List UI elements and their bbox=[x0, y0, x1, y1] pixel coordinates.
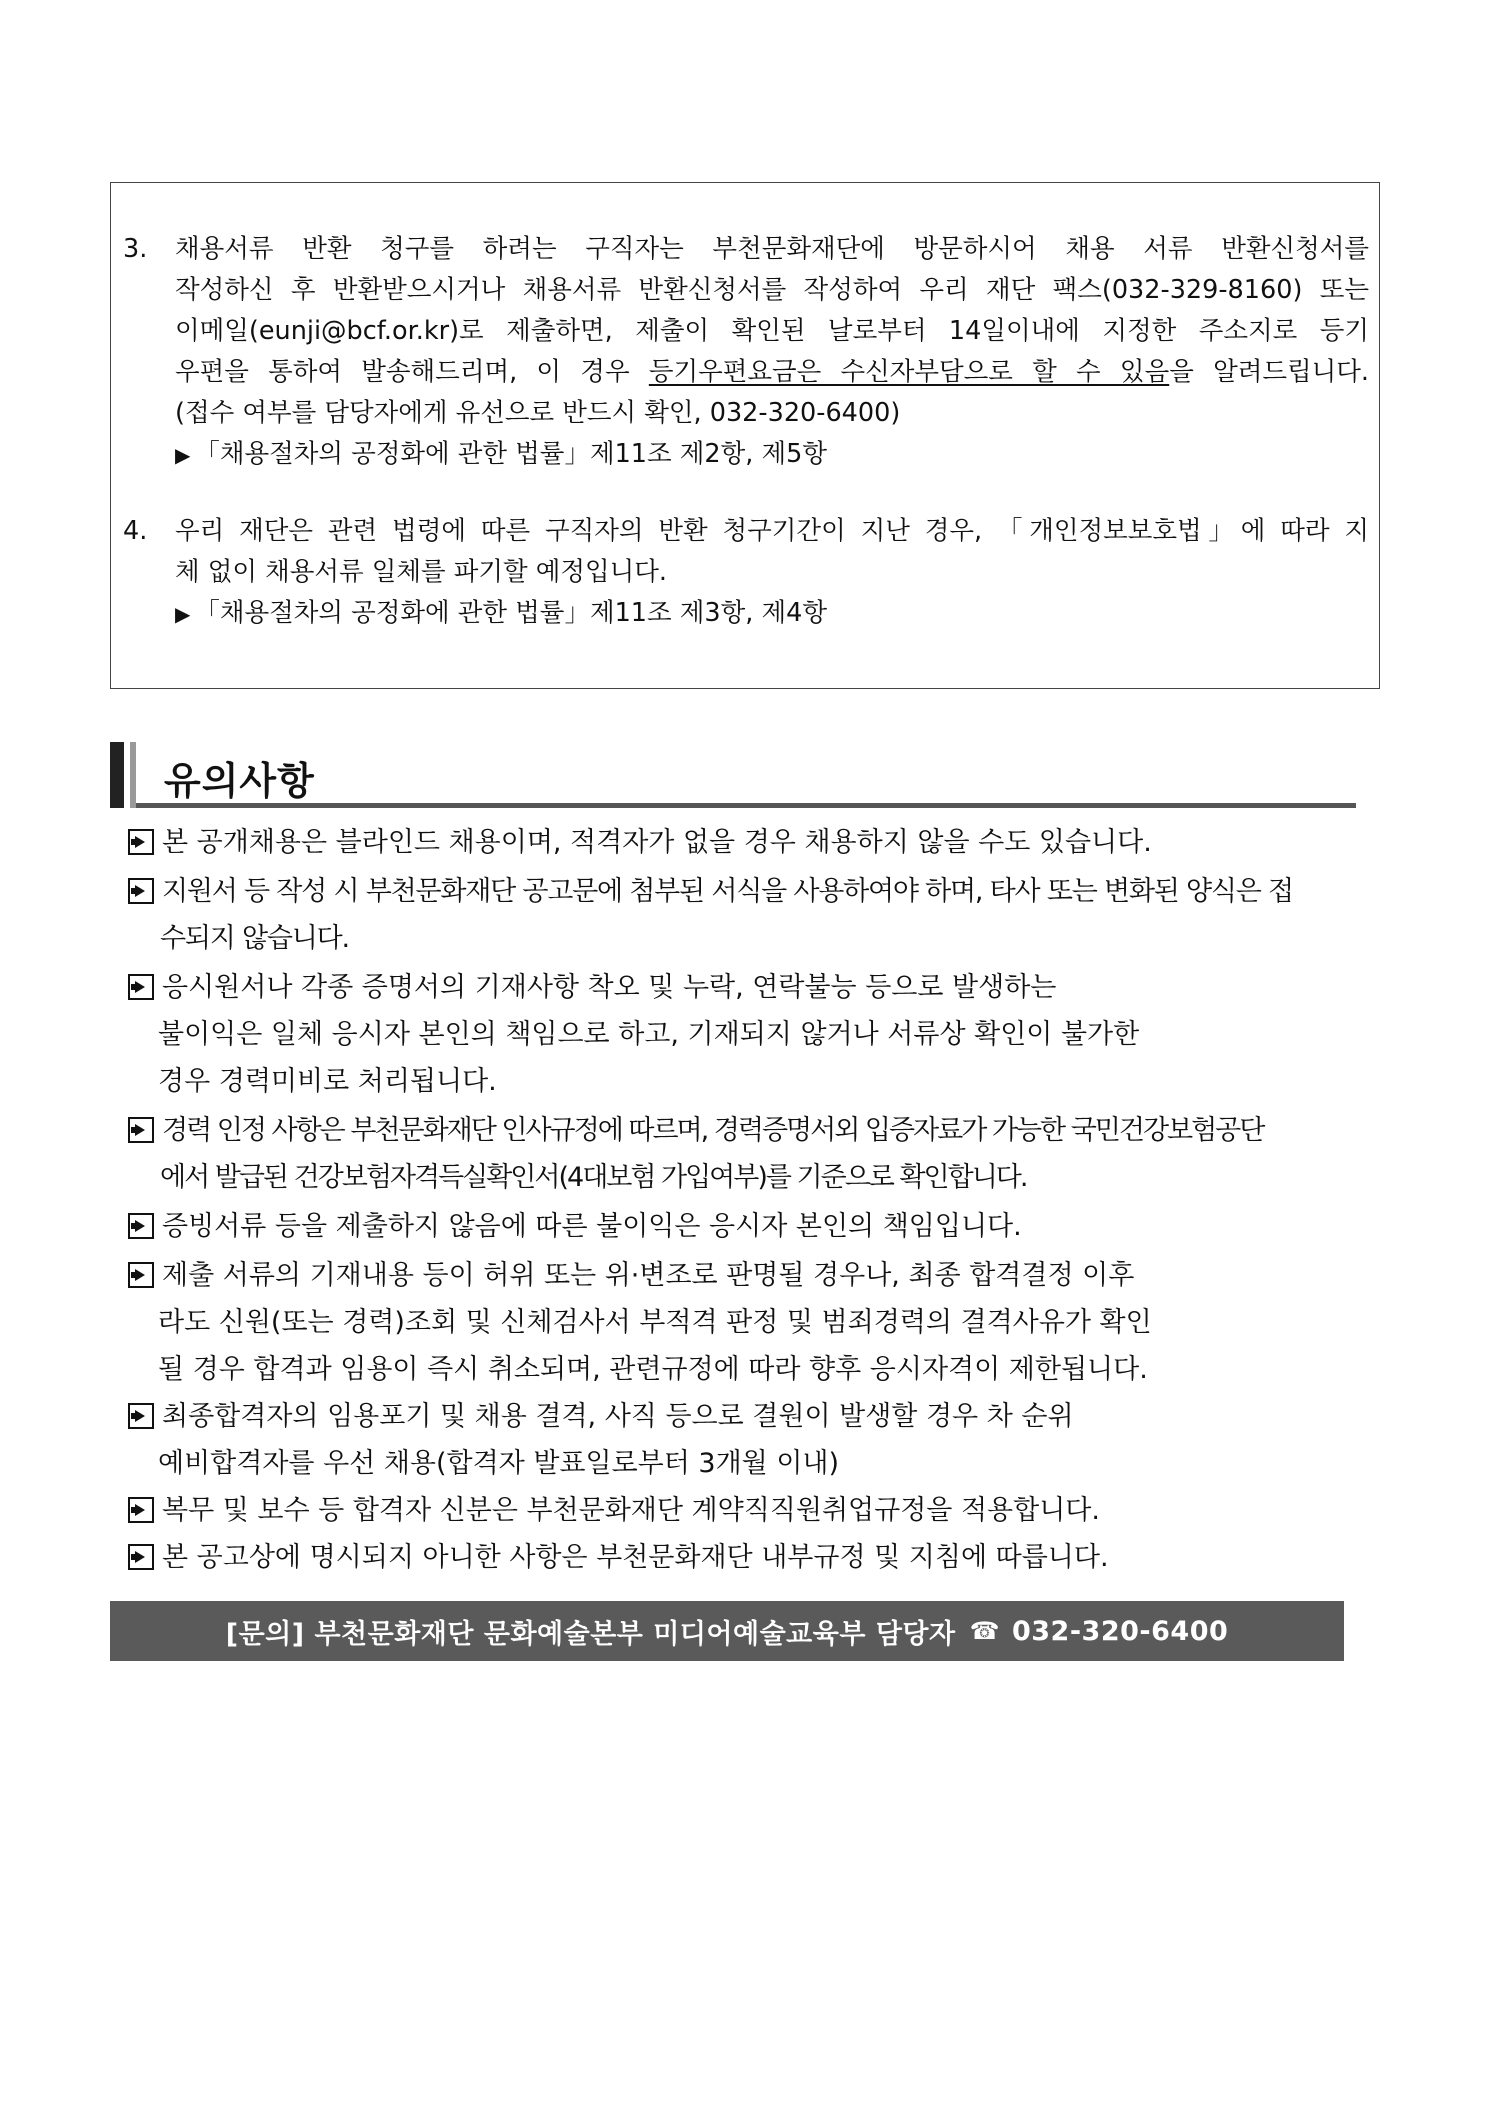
notice-text: 복무 및 보수 등 합격자 신분은 부천문화재단 계약직직원취업규정을 적용합니다. bbox=[162, 1495, 1100, 1526]
notice-entry bbox=[128, 1534, 1388, 1581]
notice-item-3 bbox=[123, 229, 1369, 476]
notice-line: 에서 발급된 건강보험자격득실확인서(4대보험 가입여부)를 기준으로 확인합니다. bbox=[160, 1162, 1027, 1193]
item-number: 4. bbox=[123, 516, 148, 546]
retention-notice-box bbox=[110, 182, 1380, 689]
notice-line bbox=[128, 1252, 1388, 1299]
section-title: 유의사항 bbox=[164, 759, 315, 803]
notice-text: 본 공개채용은 블라인드 채용이며, 적격자가 없을 경우 채용하지 않을 수도 있습니다. bbox=[162, 827, 1152, 858]
notice-item-4 bbox=[123, 511, 1369, 635]
contact-bar bbox=[110, 1601, 1344, 1661]
notice-entry bbox=[128, 1107, 1388, 1201]
notice-line: 불이익은 일체 응시자 본인의 책임으로 하고, 기재되지 않거나 서류상 확인이 불가한 bbox=[158, 1019, 1140, 1050]
notice-entry bbox=[128, 1203, 1388, 1250]
notice-entry bbox=[128, 964, 1388, 1105]
notice-line bbox=[128, 1203, 1388, 1250]
underlined-text: 등기우편요금은 수신자부담으로 할 수 있음 bbox=[648, 357, 1170, 387]
notice-entry bbox=[128, 1393, 1388, 1487]
triangle-bullet-icon: ▶ bbox=[175, 602, 191, 626]
notice-text: 제출 서류의 기재내용 등이 허위 또는 위·변조로 판명될 경우나, 최종 합격결정 이후 bbox=[162, 1260, 1135, 1291]
notice-line bbox=[128, 1393, 1388, 1440]
law-text: 「채용절차의 공정화에 관한 법률」제11조 제2항, 제5항 bbox=[194, 439, 827, 469]
notice-entry bbox=[128, 819, 1388, 866]
arrow-box-icon bbox=[128, 1117, 154, 1143]
notice-line bbox=[128, 1487, 1388, 1534]
triangle-bullet-icon: ▶ bbox=[175, 443, 191, 467]
notice-line bbox=[128, 1534, 1388, 1581]
arrow-box-icon bbox=[128, 829, 154, 855]
notice-line bbox=[128, 868, 1388, 915]
arrow-box-icon bbox=[128, 1262, 154, 1288]
notice-text: 응시원서나 각종 증명서의 기재사항 착오 및 누락, 연락불능 등으로 발생하는 bbox=[162, 972, 1057, 1003]
notice-text: 본 공고상에 명시되지 아니한 사항은 부천문화재단 내부규정 및 지침에 따릅니다. bbox=[162, 1542, 1109, 1573]
arrow-box-icon bbox=[128, 974, 154, 1000]
notice-entry bbox=[128, 868, 1388, 962]
text-line bbox=[175, 352, 1369, 393]
notice-text: 최종합격자의 임용포기 및 채용 결격, 사직 등으로 결원이 발생할 경우 차 순위 bbox=[162, 1401, 1074, 1432]
text-segment: 을 알려드립니다. bbox=[1169, 357, 1369, 387]
notice-line: 수되지 않습니다. bbox=[160, 923, 349, 954]
arrow-box-icon bbox=[128, 1213, 154, 1239]
arrow-box-icon bbox=[128, 1544, 154, 1570]
text-segment: 우편을 통하여 발송해드리며, 이 경우 bbox=[175, 357, 649, 387]
law-reference bbox=[175, 434, 1369, 476]
arrow-box-icon bbox=[128, 1497, 154, 1523]
text-line: 작성하신 후 반환받으시거나 채용서류 반환신청서를 작성하여 우리 재단 팩스(032-329-8160) 또는 bbox=[175, 275, 1369, 305]
notice-entry bbox=[128, 1252, 1388, 1393]
law-reference bbox=[175, 593, 1369, 635]
notice-line: 라도 신원(또는 경력)조회 및 신체검사서 부적격 판정 및 범죄경력의 결격사유가 확인 bbox=[158, 1307, 1152, 1338]
notice-text: 증빙서류 등을 제출하지 않음에 따른 불이익은 응시자 본인의 책임입니다. bbox=[162, 1211, 1022, 1242]
arrow-box-icon bbox=[128, 878, 154, 904]
notice-text: 경력 인정 사항은 부천문화재단 인사규정에 따르며, 경력증명서외 입증자료가 가능한 국민건강보험공단 bbox=[162, 1115, 1264, 1146]
law-text: 「채용절차의 공정화에 관한 법률」제11조 제3항, 제4항 bbox=[194, 598, 827, 628]
notice-line: 예비합격자를 우선 채용(합격자 발표일로부터 3개월 이내) bbox=[158, 1448, 840, 1479]
notice-entry bbox=[128, 1487, 1388, 1534]
notice-line: 될 경우 합격과 임용이 즉시 취소되며, 관련규정에 따라 향후 응시자격이 제한됩니다. bbox=[158, 1354, 1148, 1385]
item-number: 3. bbox=[123, 234, 148, 264]
arrow-box-icon bbox=[128, 1403, 154, 1429]
section-bar-dark bbox=[110, 742, 124, 808]
notice-line bbox=[128, 964, 1388, 1011]
text-line: 채용서류 반환 청구를 하려는 구직자는 부천문화재단에 방문하시어 채용 서류 반환신청서를 bbox=[175, 234, 1369, 264]
section-bar-light bbox=[130, 742, 136, 808]
text-line: 체 없이 채용서류 일체를 파기할 예정입니다. bbox=[175, 557, 668, 587]
notice-line bbox=[128, 819, 1388, 866]
contact-phone: 032-320-6400 bbox=[1011, 1615, 1229, 1647]
text-line: (접수 여부를 담당자에게 유선으로 반드시 확인, 032-320-6400) bbox=[175, 398, 901, 428]
notice-text: 지원서 등 작성 시 부천문화재단 공고문에 첨부된 서식을 사용하여야 하며, 타사 또는 변화된 양식은 접 bbox=[162, 876, 1293, 907]
notice-line: 경우 경력미비로 처리됩니다. bbox=[158, 1066, 497, 1097]
contact-text: [문의] 부천문화재단 문화예술본부 미디어예술교육부 담당자 bbox=[225, 1618, 956, 1650]
notice-list bbox=[128, 819, 1388, 1581]
text-line: 이메일(eunji@bcf.or.kr)로 제출하면, 제출이 확인된 날로부터 14일이내에 지정한 주소지로 등기 bbox=[175, 316, 1369, 346]
section-underline bbox=[136, 803, 1356, 808]
phone-icon: ☎ bbox=[969, 1617, 1000, 1645]
notice-line bbox=[128, 1107, 1388, 1154]
section-header bbox=[110, 742, 1356, 810]
text-line: 우리 재단은 관련 법령에 따른 구직자의 반환 청구기간이 지난 경우, 「개인정보보호법」에 따라 지 bbox=[175, 516, 1369, 546]
